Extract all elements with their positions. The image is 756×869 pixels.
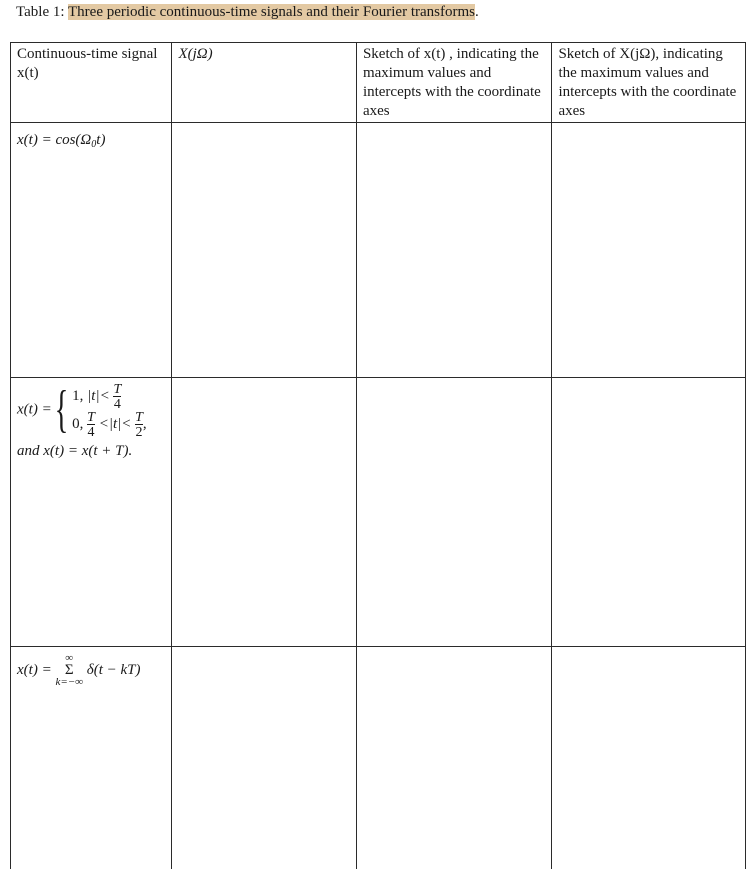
piecewise-cases [72, 382, 147, 438]
cosine-rhs: t) [96, 132, 105, 148]
header-sketch-signal: Sketch of x(t) , indicating the maximum values and intercepts with the coordinate axes [356, 43, 552, 123]
sum-top: ∞ [65, 652, 73, 664]
table-row [11, 378, 746, 647]
sketch-signal-cell-cosine[interactable] [356, 123, 552, 378]
table-row [11, 123, 746, 378]
square-wave-formula [17, 380, 165, 438]
signal-cell-square-wave [11, 378, 172, 647]
case-one-fraction [113, 383, 121, 411]
left-brace: { [55, 384, 69, 436]
transform-cell-cosine[interactable] [172, 123, 357, 378]
case-two-fraction-b [135, 411, 143, 439]
case-one-den: 4 [113, 396, 121, 411]
cosine-lhs: x(t) = cos(Ω [17, 132, 91, 148]
sum-symbol: Σ [55, 664, 83, 677]
sketch-transform-cell-square-wave[interactable] [552, 378, 746, 647]
case-one-condition: |t|< [87, 388, 110, 404]
case-two-condition: <|t|< [99, 416, 132, 432]
case-two-num-b: T [135, 411, 143, 424]
transform-cell-impulse-train[interactable] [172, 647, 357, 869]
table-caption [16, 4, 479, 21]
cosine-formula [17, 125, 165, 154]
case-two-fraction-a [87, 411, 95, 439]
case-two-den-b: 2 [135, 424, 143, 439]
case-two-end: , [143, 416, 147, 432]
header-row [11, 43, 746, 123]
sketch-transform-cell-cosine[interactable] [552, 123, 746, 378]
impulse-train-formula [17, 649, 165, 688]
case-one [72, 382, 147, 410]
header-signal: Continuous-time signal x(t) [11, 43, 172, 123]
sum-bottom: k=−∞ [55, 676, 83, 688]
summation [55, 653, 83, 688]
fourier-table [10, 42, 746, 869]
signal-cell-cosine [11, 123, 172, 378]
impulse-rhs: δ(t − kT) [87, 662, 141, 678]
case-two-den-a: 4 [87, 424, 95, 439]
signal-cell-impulse-train [11, 647, 172, 869]
caption-highlight-b: -time signals and their Fourier transforms [225, 4, 475, 20]
sketch-transform-cell-impulse-train[interactable] [552, 647, 746, 869]
case-two-value: 0, [72, 416, 83, 432]
caption-highlight-a: Three periodic continuous [68, 4, 225, 20]
caption-prefix: Table 1: [16, 4, 68, 20]
periodicity-note: and x(t) = x(t + T). [17, 442, 165, 461]
caption-suffix: . [475, 4, 479, 20]
header-sketch-transform: Sketch of X(jΩ), indicating the maximum values and intercepts with the coordinate axes [552, 43, 746, 123]
sketch-signal-cell-impulse-train[interactable] [356, 647, 552, 869]
case-two-num-a: T [87, 411, 95, 424]
transform-cell-square-wave[interactable] [172, 378, 357, 647]
case-one-value: 1, [72, 388, 83, 404]
header-transform: X(jΩ) [172, 43, 357, 123]
table-row [11, 647, 746, 869]
sketch-signal-cell-square-wave[interactable] [356, 378, 552, 647]
square-lhs: x(t) = [17, 401, 52, 417]
cosine-sub: 0 [91, 139, 96, 150]
case-two [72, 410, 147, 438]
impulse-lhs: x(t) = [17, 662, 52, 678]
case-one-num: T [113, 383, 121, 396]
